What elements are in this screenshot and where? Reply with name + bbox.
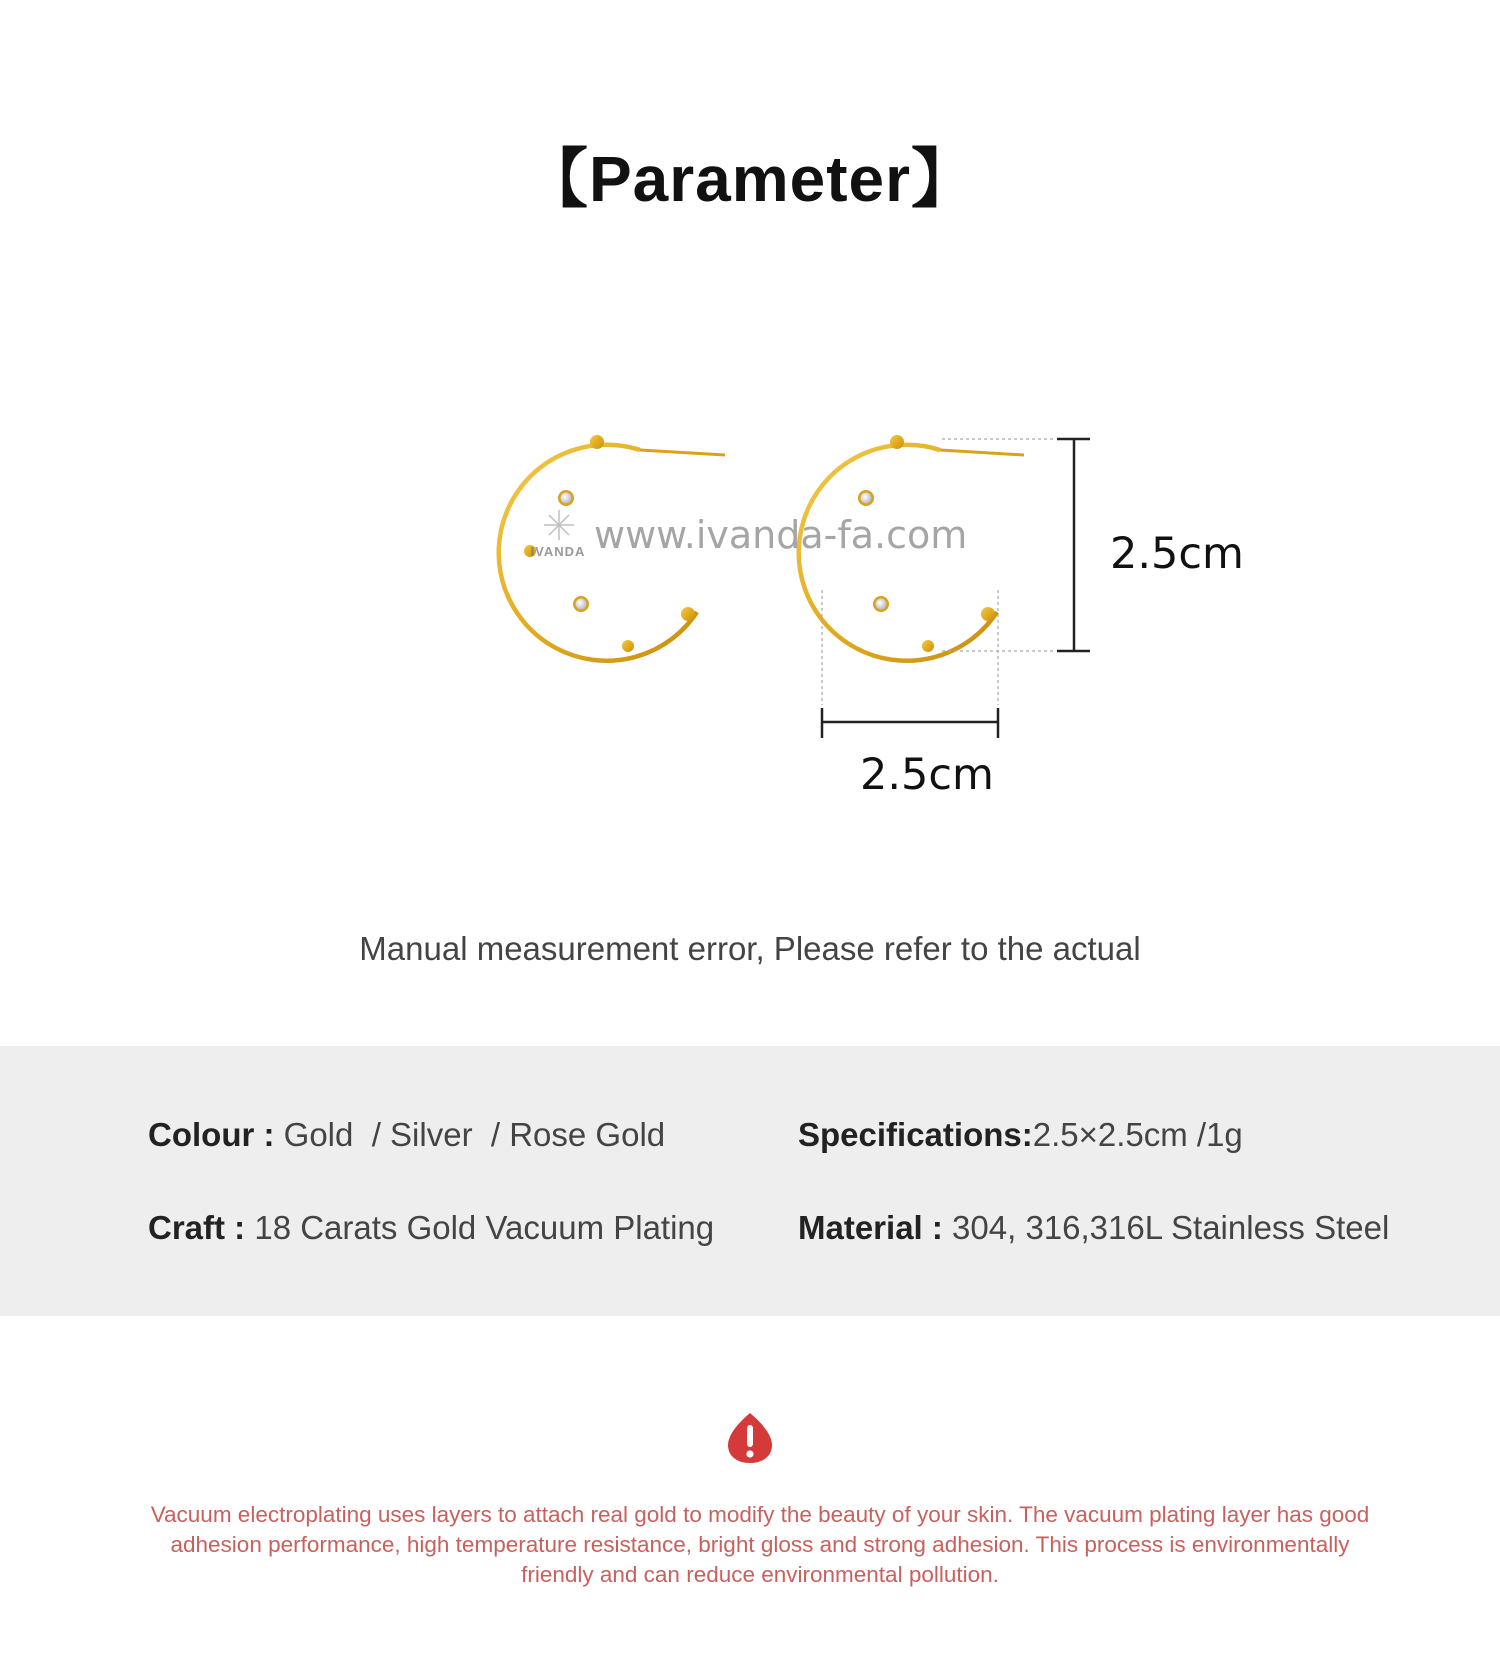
spec-colour-label: Colour :	[148, 1116, 275, 1153]
spec-craft	[148, 1209, 714, 1247]
spec-colour-value: Gold / Silver / Rose Gold	[283, 1116, 666, 1153]
spec-band	[0, 1046, 1500, 1316]
spec-specifications	[798, 1116, 1243, 1154]
spec-material	[798, 1209, 1389, 1247]
height-label: 2.5cm	[1110, 529, 1244, 579]
spec-material-label: Material :	[798, 1209, 943, 1246]
spec-craft-value: 18 Carats Gold Vacuum Plating	[254, 1209, 715, 1246]
width-dimension	[822, 590, 998, 800]
spec-colour	[148, 1116, 665, 1154]
spec-craft-label: Craft :	[148, 1209, 246, 1246]
watermark-logo: IVANDA	[530, 544, 586, 559]
watermark-url: www.ivanda-fa.com	[594, 513, 968, 557]
watermark	[531, 510, 968, 559]
spec-specifications-label: Specifications:	[798, 1116, 1033, 1153]
width-label: 2.5cm	[860, 750, 994, 800]
watermark-star-icon	[544, 510, 574, 540]
page-title: 【Parameter】	[523, 143, 977, 215]
measurement-note: Manual measurement error, Please refer to the actual	[359, 930, 1141, 967]
exclamation-icon	[726, 1411, 774, 1465]
spec-material-value: 304, 316,316L Stainless Steel	[952, 1209, 1390, 1246]
spec-specifications-value: 2.5×2.5cm /1g	[1032, 1116, 1243, 1153]
warning-text: Vacuum electroplating uses layers to attach real gold to modify the beauty of your skin. The vacuum plating layer has good adhesion performance, high temperature resistance, bright gloss and strong adhesion. This process is environmentally friendly and can reduce environmental pollution.	[150, 1502, 1370, 1587]
